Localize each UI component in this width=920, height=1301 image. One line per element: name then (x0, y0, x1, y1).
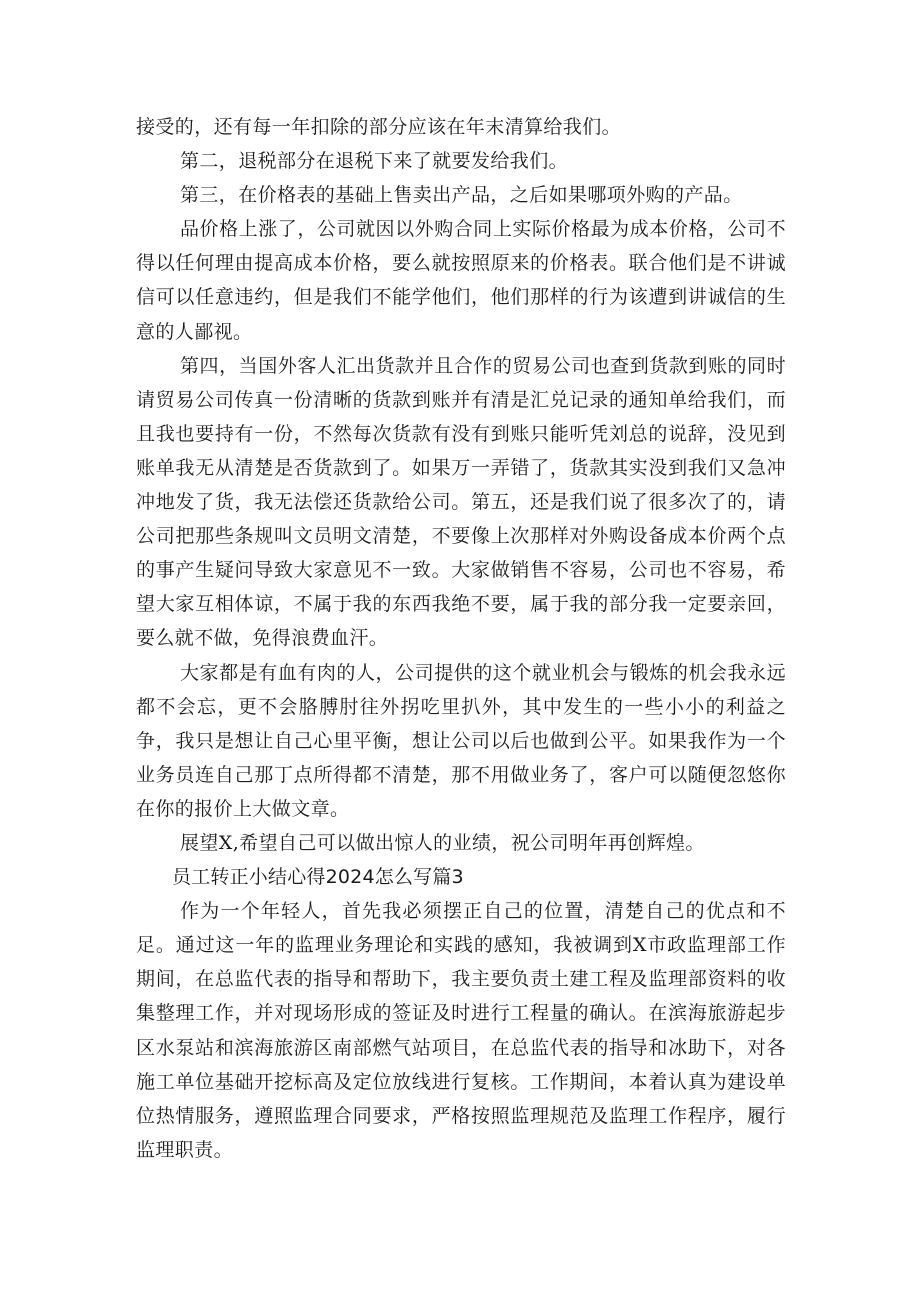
paragraph-point-two: 第二，退税部分在退税下来了就要发给我们。 (180, 150, 569, 173)
section-heading: 员工转正小结心得2024怎么写篇3 (172, 866, 464, 889)
paragraph-gratitude: 大家都是有血有肉的人，公司提供的这个就业机会与锻炼的机会我永远都不会忘，更不会胳膊肘往外拐吃里扒外，其中发生的一些小小的利益之争，我只是想让自己心里平衡，想让公司以后也做到公平。如果我作为一个业务员连自己那丁点所得都不清楚，那不用做业务了，客户可以随便忽悠你在你的报价上大做文章。 (136, 661, 786, 820)
paragraph-outlook: 展望X,希望自己可以做出惊人的业绩，祝公司明年再创辉煌。 (180, 831, 705, 854)
paragraph-point-three: 第三，在价格表的基础上售卖出产品，之后如果哪项外购的产品。 (180, 184, 743, 207)
paragraph-section-three: 作为一个年轻人，首先我必须摆正自己的位置，清楚自己的优点和不足。通过这一年的监理业务理论和实践的感知，我被调到X市政监理部工作期间，在总监代表的指导和帮助下，我主要负责土建工程及监理部资料的收集整理工作，并对现场形成的签证及时进行工程量的确认。在滨海旅游起步区水泵站和滨海旅游区南部燃气站项目，在总监代表的指导和冰助下，对各施工单位基础开挖标高及定位放线进行复核。工作期间，本着认真为建设单位热情服务，遵照监理合同要求，严格按照监理规范及监理工作程序，履行监理职责。 (136, 900, 786, 1161)
paragraph-price-increase: 品价格上涨了，公司就因以外购合同上实际价格最为成本价格，公司不得以任何理由提高成本价格，要么就按照原来的价格表。联合他们是不讲诚信可以任意违约，但是我们不能学他们，他们那样的行为该遭到讲诚信的生意的人鄙视。 (136, 218, 786, 343)
document-body (136, 110, 786, 1167)
paragraph-continuation: 接受的，还有每一年扣除的部分应该在年末清算给我们。 (136, 116, 622, 138)
paragraph-point-four-five: 第四，当国外客人汇出货款并且合作的贸易公司也查到货款到账的同时请贸易公司传真一份清晰的货款到账并有清是汇兑记录的通知单给我们，而且我也要持有一份，不然每次货款有没有到账只能听凭刘总的说辞，没见到账单我无从清楚是否货款到了。如果万一弄错了，货款其实没到我们又急冲冲地发了货，我无法偿还货款给公司。第五，还是我们说了很多次了的，请公司把那些条规叫文员明文清楚，不要像上次那样对外购设备成本价两个点的事产生疑问导致大家意见不一致。大家做销售不容易，公司也不容易，希望大家互相体谅，不属于我的东西我绝不要，属于我的部分我一定要亲回，要么就不做，免得浪费血汗。 (136, 354, 786, 650)
